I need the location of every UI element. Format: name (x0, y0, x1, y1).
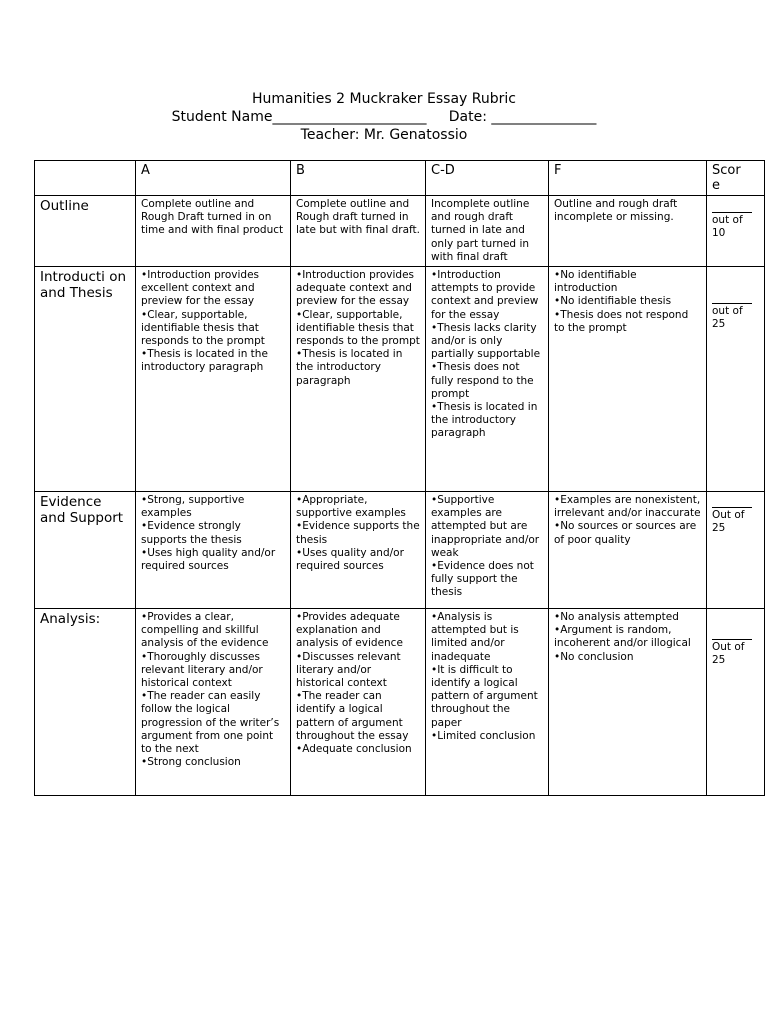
score-out-of: out of 10 (712, 214, 743, 239)
descriptor-cell (426, 196, 549, 267)
descriptor-line: •Adequate conclusion (296, 743, 412, 756)
descriptor-cell (136, 609, 291, 796)
descriptor-line: •No analysis attempted (554, 611, 679, 624)
score-blank-line (712, 212, 752, 213)
descriptor-cell (291, 267, 426, 492)
descriptor-cell (549, 492, 707, 609)
rubric-row (35, 492, 765, 609)
descriptor-cell (549, 196, 707, 267)
teacher-line: Teacher: Mr. Genatossio (300, 127, 468, 143)
rubric-row (35, 267, 765, 492)
column-header-b: B (291, 161, 426, 196)
descriptor-line: •Clear, supportable, identifiable thesis that responds to the prompt (296, 308, 420, 348)
column-header-a: A (136, 161, 291, 196)
descriptor-line: Incomplete outline and rough draft turned in late and only part turned in with final draft (431, 198, 530, 263)
descriptor-cell (291, 609, 426, 796)
descriptor-line: •No sources or sources are of poor quality (554, 520, 697, 546)
descriptor-cell (136, 267, 291, 492)
rubric-row (35, 609, 765, 796)
score-cell (707, 267, 765, 492)
rubric-header (0, 90, 768, 144)
descriptor-line: Complete outline and Rough Draft turned in on time and with final product (141, 198, 284, 237)
score-cell (707, 609, 765, 796)
descriptor-line: •Provides a clear, compelling and skillful analysis of the evidence (141, 611, 269, 650)
descriptor-line: •Strong conclusion (141, 756, 241, 769)
descriptor-line: •Thesis is located in the introductory paragraph (141, 348, 268, 374)
score-cell (707, 196, 765, 267)
descriptor-line: •Thesis lacks clarity and/or is only partially supportable (431, 321, 541, 361)
descriptor-line: Outline and rough draft incomplete or missing. (554, 198, 678, 224)
descriptor-line: •Thesis is located in the introductory paragraph (296, 348, 403, 387)
criterion-outline: Outline (35, 196, 136, 267)
score-blank-line (712, 507, 752, 508)
descriptor-line: •Argument is random, incoherent and/or illogical (554, 624, 691, 650)
descriptor-line: •Clear, supportable, identifiable thesis that responds to the prompt (141, 308, 265, 348)
descriptor-cell (136, 492, 291, 609)
descriptor-line: •Analysis is attempted but is limited and/or inadequate (431, 611, 519, 663)
descriptor-line: •Thesis does not respond to the prompt (554, 308, 689, 334)
column-header-score: Scor e (707, 161, 765, 196)
descriptor-line: •No identifiable thesis (554, 295, 672, 308)
descriptor-line: •The reader can easily follow the logical progression of the writer’s argument from one point to the next (141, 690, 280, 756)
descriptor-cell (136, 196, 291, 267)
descriptor-cell (549, 609, 707, 796)
descriptor-line: •Introduction provides adequate context and preview for the essay (296, 269, 415, 308)
descriptor-line: •Thesis is located in the introductory paragraph (431, 401, 538, 440)
descriptor-cell (426, 609, 549, 796)
descriptor-line: •Supportive examples are attempted but are inappropriate and/or weak (431, 494, 540, 559)
descriptor-line: •Introduction attempts to provide context and preview for the essay (431, 269, 539, 321)
score-blank-line (712, 639, 752, 640)
descriptor-line: •It is difficult to identify a logical pattern of argument throughout the paper (431, 663, 538, 729)
descriptor-line: •No conclusion (554, 650, 634, 663)
criterion-analysis: Analysis: (35, 609, 136, 796)
document-title: Humanities 2 Muckraker Essay Rubric (252, 91, 516, 107)
descriptor-line: •Introduction provides excellent context and preview for the essay (141, 269, 260, 308)
score-out-of: Out of 25 (712, 509, 745, 535)
student-date-line: Student Name______________________ Date: _______________ (171, 109, 597, 125)
descriptor-line: •Uses quality and/or required sources (296, 546, 404, 573)
descriptor-line: •Thesis does not fully respond to the prompt (431, 361, 534, 400)
descriptor-cell (549, 267, 707, 492)
descriptor-line: •Examples are nonexistent, irrelevant and/or inaccurate (554, 494, 701, 520)
descriptor-line: Complete outline and Rough draft turned in late but with final draft. (296, 198, 420, 237)
criterion-evidence-and-support: Evidence and Support (35, 492, 136, 609)
score-blank-line (712, 303, 752, 304)
rubric-row (35, 196, 765, 267)
column-header-c-d: C-D (426, 161, 549, 196)
descriptor-cell (291, 196, 426, 267)
descriptor-line: •Uses high quality and/or required sources (141, 546, 276, 573)
descriptor-line: •Discusses relevant literary and/or historical context (296, 650, 401, 690)
descriptor-line: •Evidence strongly supports the thesis (141, 520, 242, 546)
descriptor-cell (291, 492, 426, 609)
score-cell (707, 492, 765, 609)
descriptor-line: •Limited conclusion (431, 729, 536, 742)
descriptor-line: •Thoroughly discusses relevant literary and/or historical context (141, 650, 263, 690)
descriptor-line: •Provides adequate explanation and analysis of evidence (296, 611, 403, 650)
descriptor-cell (426, 492, 549, 609)
criterion-introducti-on-and-thesis: Introducti on and Thesis (35, 267, 136, 492)
column-header-blank (35, 161, 136, 196)
rubric-table (34, 160, 765, 796)
descriptor-line: •Strong, supportive examples (141, 494, 245, 520)
descriptor-line: •The reader can identify a logical pattern of argument throughout the essay (296, 690, 409, 742)
score-out-of: out of 25 (712, 305, 743, 331)
descriptor-cell (426, 267, 549, 492)
score-out-of: Out of 25 (712, 641, 745, 667)
column-header-f: F (549, 161, 707, 196)
descriptor-line: •Evidence supports the thesis (296, 520, 420, 546)
rubric-header-row (35, 161, 765, 196)
descriptor-line: •Appropriate, supportive examples (296, 494, 406, 520)
descriptor-line: •Evidence does not fully support the thesis (431, 560, 534, 599)
descriptor-line: •No identifiable introduction (554, 269, 637, 295)
